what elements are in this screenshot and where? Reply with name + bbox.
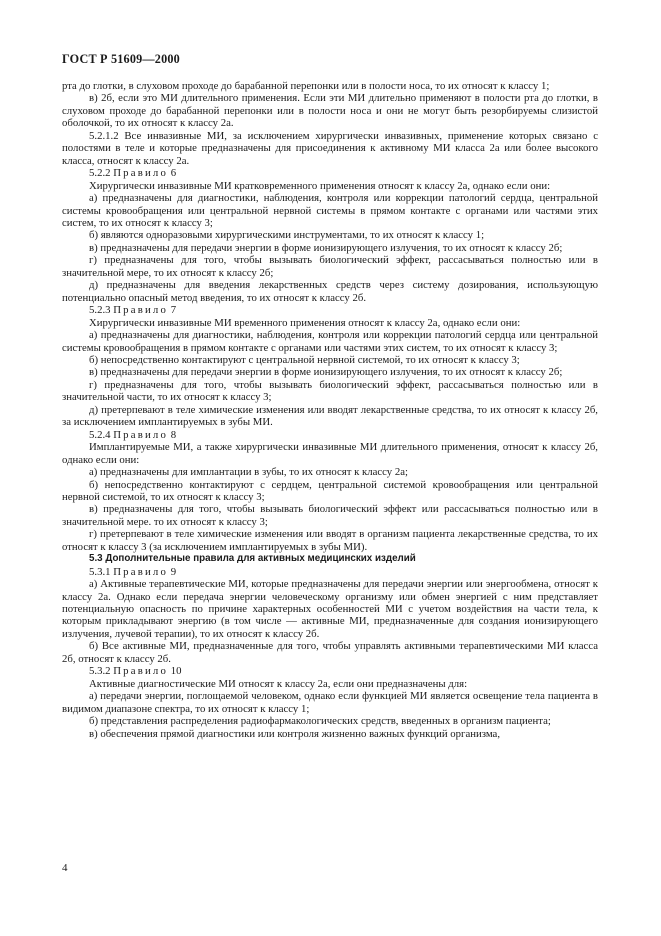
paragraph: в) обеспечения прямой диагностики или контроля жизненно важных функций организма, (89, 727, 501, 740)
rule-word: Правило (113, 167, 169, 180)
paragraph: г) претерпевают в теле химические изменения или вводят в организм пациента лекарственные средства, то их относят к классу 3 (за исключением имплантируемых в зубы МИ). (62, 528, 598, 553)
document-header: ГОСТ Р 51609—2000 (62, 52, 180, 66)
paragraph: 5.2.1.2 Все инвазивные МИ, за исключением хирургически инвазивных, применение которых связано с полостями в теле и которые предназначены для присоединения к активному МИ класса 2а или более высокого класса, относят к классу 2а. (62, 129, 598, 167)
paragraph: г) предназначены для того, чтобы вызывать биологический эффект, рассасываться полностью или в значительной части, то их относят к классу 3; (62, 378, 598, 404)
rule-word: Правило (113, 665, 169, 678)
paragraph: Имплантируемые МИ, а также хирургически инвазивные МИ длительного применения, относят к классу 2б, однако если они: (62, 441, 598, 466)
rule-word: Правило (113, 565, 169, 578)
paragraph: в) предназначены для того, чтобы вызывать биологический эффект или рассасываться полностью или в значительной мере. то их относят к классу 3; (62, 503, 598, 528)
document-body (62, 80, 598, 740)
section-heading: 5.3 Дополнительные правила для активных медицинских изделий (89, 553, 416, 565)
paragraph: д) претерпевают в теле химические изменения или вводят лекарственные средства, то их относят к классу 2б, за исключением имплантируемых в зубы МИ. (62, 403, 598, 429)
paragraph: в) 2б, если это МИ длительного применения. Если эти МИ длительно применяют в полости рта до глотки, в слуховом проходе до барабанной перепонки или в полости носа и они не могут быть резорбируемы слизистой оболочкой, то их относят к классу 2а. (62, 92, 598, 130)
paragraph: в) предназначены для передачи энергии в форме ионизирующего излучения, то их относят к классу 2б; (89, 241, 563, 254)
rule-heading: 5.2.4 Правило 8 (89, 428, 177, 441)
paragraph: а) предназначены для имплантации в зубы, то их относят к классу 2а; (89, 466, 408, 479)
rule-heading: 5.3.1 Правило 9 (89, 565, 177, 578)
page-number: 4 (62, 862, 68, 874)
paragraph: д) предназначены для введения лекарственных средств через систему дозирования, использующую потенциально опасный метод введения, то их относят к классу 2б. (62, 279, 598, 304)
rule-heading: 5.2.2 Правило 6 (89, 167, 177, 180)
paragraph: Хирургически инвазивные МИ временного применения относят к классу 2а, однако если они: (89, 316, 521, 329)
rule-heading: 5.3.2 Правило 10 (89, 665, 182, 678)
paragraph: б) непосредственно контактируют с сердцем, центральной системой кровообращения или центральной нервной системой, то их относят к классу 3; (62, 478, 598, 503)
rule-word: Правило (113, 304, 169, 317)
paragraph: а) передачи энергии, поглощаемой человеком, однако если функцией МИ является освещение тела пациента в видимом диапазоне спектра, то их относят к классу 1; (62, 690, 598, 715)
paragraph: б) непосредственно контактируют с центральной нервной системой, то их относят к классу 3; (89, 353, 520, 366)
paragraph: а) Активные терапевтические МИ, которые предназначены для передачи энергии или энергообмена, относят к классу 2а. Однако если передача энергии человеческому организму или обмен энергией с ним представляет потенциальную опасность по причине характерных особенностей МИ с учетом воздействия на части тела, к которым прикладывают энергию (в том числе — активные МИ, предназначенные для создания ионизирующего излучения, лучевой терапии), то их относят к классу 2б. (62, 578, 598, 640)
paragraph: рта до глотки, в слуховом проходе до барабанной перепонки или в полости носа, то их относят к классу 1; (62, 80, 550, 92)
paragraph: в) предназначены для передачи энергии в форме ионизирующего излучения, то их относят к классу 2б; (89, 366, 563, 379)
paragraph: а) предназначены для диагностики, наблюдения, контроля или коррекции патологий сердца, центральной системы кровообращения или центральной нервной системы в прямом контакте с органами или частями этих систем, то их относят к классу 3; (62, 192, 598, 229)
paragraph: Активные диагностические МИ относят к классу 2а, если они предназначены для: (89, 677, 468, 690)
rule-heading: 5.2.3 Правило 7 (89, 304, 177, 317)
paragraph: б) Все активные МИ, предназначенные для того, чтобы управлять активными терапевтическими МИ класса 2б, относят к классу 2б. (62, 640, 598, 665)
paragraph: а) предназначены для диагностики, наблюдения, контроля или коррекции патологий сердца или центральной системы кровообращения в прямом контакте с органами или частями этих систем, то их относят к классу 3; (62, 329, 598, 354)
paragraph: б) являются одноразовыми хирургическими инструментами, то их относят к классу 1; (89, 229, 485, 242)
paragraph: г) предназначены для того, чтобы вызывать биологический эффект, рассасываться полностью или в значительной мере, то их относят к классу 2б; (62, 254, 598, 279)
paragraph: Хирургически инвазивные МИ кратковременного применения относят к классу 2а, однако если они: (89, 179, 551, 192)
rule-word: Правило (113, 428, 169, 441)
paragraph: б) представления распределения радиофармакологических средств, введенных в организм пациента; (89, 715, 551, 728)
